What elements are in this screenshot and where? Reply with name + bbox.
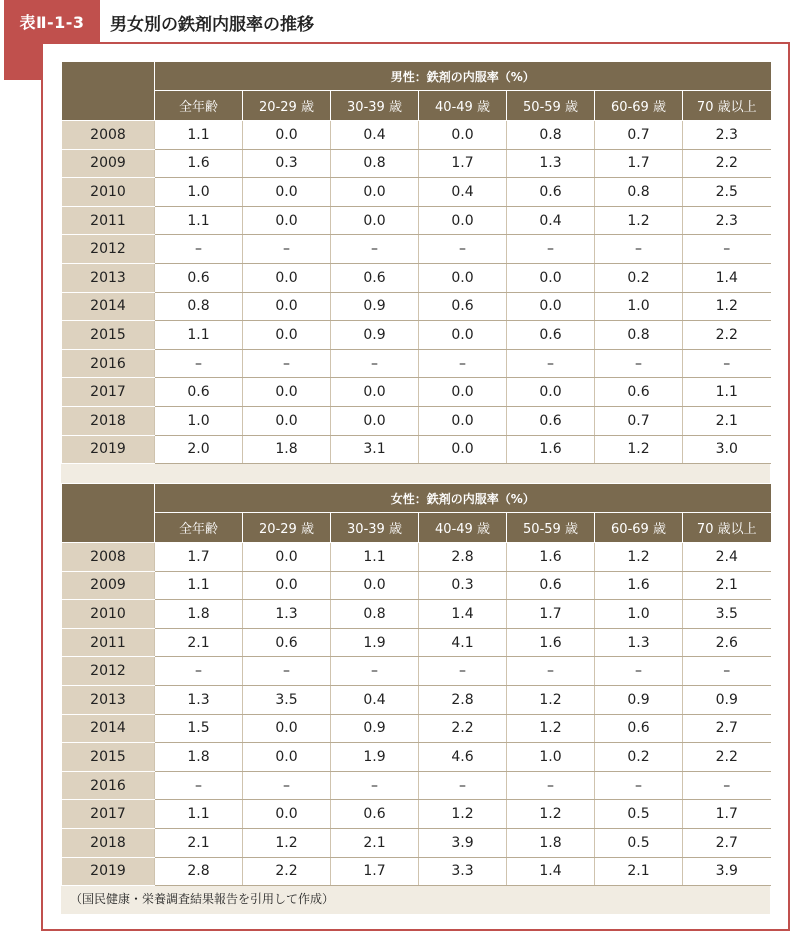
male-value-cell: 0.0: [243, 121, 331, 150]
female-year-cell: 2017: [62, 800, 155, 829]
male-value-cell: 0.8: [595, 178, 683, 207]
female-column-header: 70 歳以上: [683, 513, 771, 543]
male-value-cell: 0.4: [331, 121, 419, 150]
female-year-cell: 2012: [62, 657, 155, 686]
female-value-cell: 0.0: [243, 743, 331, 772]
female-value-cell: 0.0: [243, 543, 331, 572]
female-value-cell: 0.3: [419, 571, 507, 600]
male-value-cell: 2.1: [683, 406, 771, 435]
female-value-cell: 1.3: [595, 628, 683, 657]
female-table-row: [62, 857, 771, 886]
female-value-cell: 2.8: [419, 543, 507, 572]
female-value-cell: –: [331, 771, 419, 800]
female-value-cell: 0.6: [507, 571, 595, 600]
male-value-cell: 1.4: [683, 263, 771, 292]
female-table-row: [62, 714, 771, 743]
male-value-cell: –: [331, 349, 419, 378]
female-table: [61, 483, 771, 886]
female-value-cell: 1.3: [155, 685, 243, 714]
male-value-cell: 0.3: [243, 149, 331, 178]
male-year-cell: 2011: [62, 206, 155, 235]
male-value-cell: 1.1: [155, 121, 243, 150]
male-value-cell: 0.6: [331, 263, 419, 292]
female-value-cell: 0.5: [595, 828, 683, 857]
female-value-cell: 3.5: [243, 685, 331, 714]
female-value-cell: 0.0: [331, 571, 419, 600]
female-value-cell: –: [683, 657, 771, 686]
male-year-cell: 2010: [62, 178, 155, 207]
female-year-cell: 2008: [62, 543, 155, 572]
male-value-cell: 0.6: [155, 263, 243, 292]
male-value-cell: 0.8: [331, 149, 419, 178]
male-value-cell: 1.0: [155, 178, 243, 207]
male-table-row: [62, 292, 771, 321]
male-table: [61, 61, 771, 464]
male-value-cell: 0.0: [507, 378, 595, 407]
female-value-cell: –: [507, 657, 595, 686]
female-value-cell: 1.9: [331, 743, 419, 772]
female-value-cell: 1.2: [419, 800, 507, 829]
male-table-row: [62, 435, 771, 464]
male-column-header: 全年齢: [155, 91, 243, 121]
male-corner-cell: [62, 62, 155, 121]
male-year-cell: 2009: [62, 149, 155, 178]
female-value-cell: 2.8: [419, 685, 507, 714]
female-year-cell: 2019: [62, 857, 155, 886]
male-year-cell: 2016: [62, 349, 155, 378]
male-value-cell: 0.0: [419, 435, 507, 464]
male-value-cell: 0.0: [331, 406, 419, 435]
female-table-row: [62, 800, 771, 829]
female-value-cell: 2.7: [683, 714, 771, 743]
male-value-cell: 0.6: [155, 378, 243, 407]
male-value-cell: 0.0: [507, 292, 595, 321]
female-value-cell: 0.5: [595, 800, 683, 829]
male-year-cell: 2015: [62, 321, 155, 350]
male-value-cell: 2.2: [683, 149, 771, 178]
female-value-cell: –: [243, 657, 331, 686]
female-table-row: [62, 743, 771, 772]
female-value-cell: 1.5: [155, 714, 243, 743]
male-value-cell: 1.2: [683, 292, 771, 321]
male-value-cell: 0.2: [595, 263, 683, 292]
female-value-cell: 0.0: [243, 714, 331, 743]
female-value-cell: 1.0: [595, 600, 683, 629]
female-table-row: [62, 657, 771, 686]
male-value-cell: 0.0: [331, 206, 419, 235]
male-value-cell: 0.7: [595, 121, 683, 150]
female-value-cell: –: [331, 657, 419, 686]
male-value-cell: 1.2: [595, 435, 683, 464]
male-column-header: 40-49 歳: [419, 91, 507, 121]
female-value-cell: 1.9: [331, 628, 419, 657]
female-column-header: 40-49 歳: [419, 513, 507, 543]
female-value-cell: 3.3: [419, 857, 507, 886]
male-year-cell: 2013: [62, 263, 155, 292]
male-value-cell: 0.0: [507, 263, 595, 292]
female-year-cell: 2009: [62, 571, 155, 600]
male-value-cell: 1.1: [155, 206, 243, 235]
male-value-cell: 0.0: [243, 263, 331, 292]
male-column-header: 70 歳以上: [683, 91, 771, 121]
female-value-cell: 1.0: [507, 743, 595, 772]
female-value-cell: –: [683, 771, 771, 800]
female-year-cell: 2016: [62, 771, 155, 800]
male-value-cell: –: [683, 235, 771, 264]
source-note: （国民健康・栄養調査結果報告を引用して作成）: [70, 892, 335, 906]
male-value-cell: –: [595, 349, 683, 378]
female-column-header: 50-59 歳: [507, 513, 595, 543]
male-value-cell: 0.6: [507, 178, 595, 207]
female-value-cell: 1.1: [155, 571, 243, 600]
male-value-cell: 2.2: [683, 321, 771, 350]
male-value-cell: 0.6: [419, 292, 507, 321]
male-value-cell: 0.0: [419, 378, 507, 407]
male-year-cell: 2008: [62, 121, 155, 150]
female-value-cell: –: [155, 771, 243, 800]
female-table-row: [62, 828, 771, 857]
female-value-cell: 1.2: [243, 828, 331, 857]
male-value-cell: –: [507, 235, 595, 264]
female-value-cell: 1.4: [419, 600, 507, 629]
male-value-cell: 0.8: [155, 292, 243, 321]
female-table-row: [62, 571, 771, 600]
male-table-row: [62, 121, 771, 150]
female-value-cell: 1.6: [595, 571, 683, 600]
table-number: 表Ⅱ-1-3: [19, 12, 85, 32]
female-value-cell: 1.6: [507, 628, 595, 657]
male-column-header: 30-39 歳: [331, 91, 419, 121]
female-value-cell: 0.0: [243, 800, 331, 829]
female-value-cell: 2.1: [155, 828, 243, 857]
male-table-row: [62, 206, 771, 235]
male-value-cell: –: [419, 235, 507, 264]
female-table-row: [62, 600, 771, 629]
male-value-cell: –: [507, 349, 595, 378]
female-value-cell: –: [595, 657, 683, 686]
male-year-cell: 2014: [62, 292, 155, 321]
male-value-cell: 0.0: [419, 121, 507, 150]
female-value-cell: 0.9: [331, 714, 419, 743]
male-value-cell: 1.8: [243, 435, 331, 464]
female-value-cell: 1.8: [507, 828, 595, 857]
male-value-cell: 0.0: [243, 378, 331, 407]
female-value-cell: –: [595, 771, 683, 800]
male-value-cell: 0.0: [243, 178, 331, 207]
male-table-title: 男性：鉄剤の内服率（%）: [155, 62, 771, 91]
male-value-cell: –: [155, 349, 243, 378]
male-table-row: [62, 178, 771, 207]
female-value-cell: 1.2: [507, 800, 595, 829]
male-value-cell: –: [243, 349, 331, 378]
female-year-cell: 2014: [62, 714, 155, 743]
female-value-cell: 0.8: [331, 600, 419, 629]
female-year-cell: 2018: [62, 828, 155, 857]
female-value-cell: 0.9: [595, 685, 683, 714]
female-value-cell: 1.7: [155, 543, 243, 572]
male-year-cell: 2018: [62, 406, 155, 435]
male-value-cell: 0.9: [331, 321, 419, 350]
male-value-cell: 0.0: [243, 406, 331, 435]
female-column-header: 30-39 歳: [331, 513, 419, 543]
female-value-cell: 1.6: [507, 543, 595, 572]
female-corner-cell: [62, 484, 155, 543]
male-value-cell: 3.1: [331, 435, 419, 464]
male-table-row: [62, 263, 771, 292]
female-value-cell: –: [419, 771, 507, 800]
male-value-cell: 2.0: [155, 435, 243, 464]
female-value-cell: 0.6: [595, 714, 683, 743]
female-value-cell: 3.9: [683, 857, 771, 886]
male-value-cell: 0.8: [595, 321, 683, 350]
male-year-cell: 2012: [62, 235, 155, 264]
female-column-header: 20-29 歳: [243, 513, 331, 543]
female-value-cell: 3.5: [683, 600, 771, 629]
male-value-cell: 0.0: [243, 206, 331, 235]
female-value-cell: 0.6: [331, 800, 419, 829]
female-value-cell: 0.2: [595, 743, 683, 772]
male-value-cell: –: [155, 235, 243, 264]
male-value-cell: 0.0: [243, 321, 331, 350]
male-year-cell: 2019: [62, 435, 155, 464]
female-value-cell: 2.6: [683, 628, 771, 657]
female-value-cell: 2.1: [683, 571, 771, 600]
female-value-cell: 1.2: [507, 714, 595, 743]
female-table-row: [62, 771, 771, 800]
female-table-row: [62, 543, 771, 572]
female-column-header: 全年齢: [155, 513, 243, 543]
male-value-cell: 0.9: [331, 292, 419, 321]
female-value-cell: 1.8: [155, 600, 243, 629]
male-value-cell: 1.2: [595, 206, 683, 235]
male-value-cell: 2.5: [683, 178, 771, 207]
female-value-cell: 4.6: [419, 743, 507, 772]
female-value-cell: 2.2: [243, 857, 331, 886]
male-table-row: [62, 349, 771, 378]
female-year-cell: 2011: [62, 628, 155, 657]
female-year-cell: 2013: [62, 685, 155, 714]
female-value-cell: –: [419, 657, 507, 686]
male-column-header: 20-29 歳: [243, 91, 331, 121]
male-value-cell: 1.7: [595, 149, 683, 178]
male-value-cell: 0.6: [507, 321, 595, 350]
female-value-cell: 2.7: [683, 828, 771, 857]
female-value-cell: 1.4: [507, 857, 595, 886]
female-value-cell: 1.2: [507, 685, 595, 714]
male-column-header: 50-59 歳: [507, 91, 595, 121]
female-value-cell: 1.1: [331, 543, 419, 572]
female-year-cell: 2010: [62, 600, 155, 629]
male-table-row: [62, 321, 771, 350]
female-value-cell: 4.1: [419, 628, 507, 657]
male-value-cell: 0.4: [419, 178, 507, 207]
male-value-cell: 1.3: [507, 149, 595, 178]
male-column-header: 60-69 歳: [595, 91, 683, 121]
male-value-cell: 1.7: [419, 149, 507, 178]
female-value-cell: 1.7: [683, 800, 771, 829]
female-table-row: [62, 685, 771, 714]
male-value-cell: 1.0: [155, 406, 243, 435]
female-value-cell: 1.7: [507, 600, 595, 629]
female-table-row: [62, 628, 771, 657]
male-table-row: [62, 235, 771, 264]
female-value-cell: 2.1: [155, 628, 243, 657]
male-value-cell: 1.0: [595, 292, 683, 321]
female-value-cell: –: [243, 771, 331, 800]
male-value-cell: 1.1: [155, 321, 243, 350]
female-year-cell: 2015: [62, 743, 155, 772]
male-value-cell: 0.0: [331, 178, 419, 207]
female-value-cell: 2.1: [595, 857, 683, 886]
male-value-cell: –: [595, 235, 683, 264]
female-column-header: 60-69 歳: [595, 513, 683, 543]
female-value-cell: 0.9: [683, 685, 771, 714]
male-table-row: [62, 149, 771, 178]
female-value-cell: –: [155, 657, 243, 686]
male-value-cell: 0.0: [419, 406, 507, 435]
male-value-cell: 1.6: [155, 149, 243, 178]
male-table-row: [62, 378, 771, 407]
male-year-cell: 2017: [62, 378, 155, 407]
male-value-cell: –: [683, 349, 771, 378]
female-value-cell: 2.2: [683, 743, 771, 772]
female-table-title: 女性：鉄剤の内服率（%）: [155, 484, 771, 513]
female-value-cell: 0.4: [331, 685, 419, 714]
female-value-cell: 1.7: [331, 857, 419, 886]
male-value-cell: 3.0: [683, 435, 771, 464]
male-value-cell: –: [243, 235, 331, 264]
female-value-cell: 1.1: [155, 800, 243, 829]
female-value-cell: 0.6: [243, 628, 331, 657]
female-value-cell: 2.1: [331, 828, 419, 857]
male-value-cell: 0.0: [331, 378, 419, 407]
male-value-cell: 2.3: [683, 121, 771, 150]
female-value-cell: –: [507, 771, 595, 800]
male-value-cell: –: [331, 235, 419, 264]
male-value-cell: 0.8: [507, 121, 595, 150]
male-value-cell: 0.0: [419, 206, 507, 235]
female-value-cell: 2.8: [155, 857, 243, 886]
female-value-cell: 2.4: [683, 543, 771, 572]
male-value-cell: 0.7: [595, 406, 683, 435]
male-value-cell: 0.0: [419, 321, 507, 350]
male-value-cell: 0.4: [507, 206, 595, 235]
male-value-cell: 0.6: [595, 378, 683, 407]
male-value-cell: –: [419, 349, 507, 378]
female-value-cell: 0.0: [243, 571, 331, 600]
female-value-cell: 1.8: [155, 743, 243, 772]
male-value-cell: 0.0: [419, 263, 507, 292]
female-value-cell: 2.2: [419, 714, 507, 743]
male-table-row: [62, 406, 771, 435]
page-title: 男女別の鉄剤内服率の推移: [110, 15, 314, 35]
female-value-cell: 3.9: [419, 828, 507, 857]
male-value-cell: 0.6: [507, 406, 595, 435]
male-value-cell: 0.0: [243, 292, 331, 321]
female-value-cell: 1.3: [243, 600, 331, 629]
male-value-cell: 1.6: [507, 435, 595, 464]
male-value-cell: 2.3: [683, 206, 771, 235]
male-value-cell: 1.1: [683, 378, 771, 407]
female-value-cell: 1.2: [595, 543, 683, 572]
